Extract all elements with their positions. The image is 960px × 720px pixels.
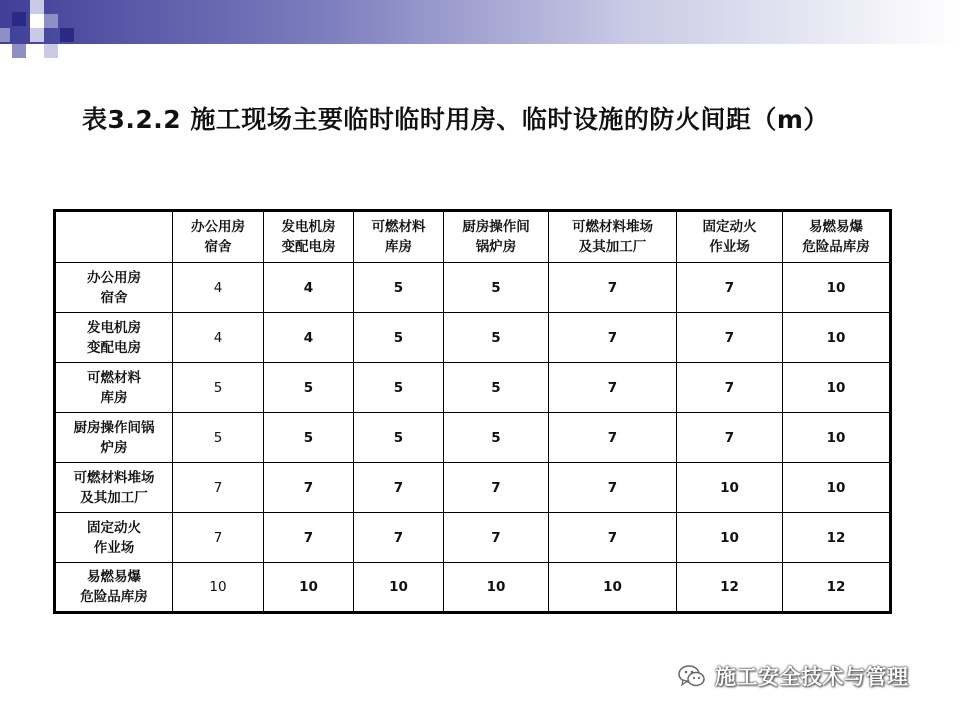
decor-square-white — [30, 14, 44, 28]
table-cell: 10 — [783, 313, 891, 363]
table-cell: 5 — [173, 363, 264, 413]
column-header — [444, 211, 549, 263]
table-cell: 7 — [549, 413, 677, 463]
table-cell: 12 — [783, 513, 891, 563]
table-cell: 10 — [783, 463, 891, 513]
table-cell: 7 — [444, 513, 549, 563]
table-cell: 10 — [264, 563, 354, 613]
table-row — [55, 463, 891, 513]
row-header — [55, 263, 173, 313]
table-cell: 10 — [783, 413, 891, 463]
row-header-label: 办公用房 宿舍 — [87, 269, 141, 306]
table-cell: 10 — [549, 563, 677, 613]
column-header-label: 易燃易爆 危险品库房 — [802, 219, 870, 255]
column-header-label: 固定动火 作业场 — [702, 219, 757, 255]
row-header — [55, 363, 173, 413]
column-header — [549, 211, 677, 263]
column-header-label: 办公用房 宿舍 — [191, 219, 245, 255]
table-cell: 5 — [264, 413, 354, 463]
column-header-label: 发电机房 变配电房 — [281, 219, 336, 255]
decor-square-mid — [0, 28, 10, 42]
page-title: 表3.2.2 施工现场主要临时临时用房、临时设施的防火间距（m） — [82, 105, 829, 134]
table-cell: 7 — [549, 263, 677, 313]
row-header-label: 固定动火 作业场 — [87, 519, 141, 556]
header-band-gap — [0, 44, 960, 58]
table-cell: 7 — [677, 263, 783, 313]
decor-square-light — [30, 0, 44, 14]
table-cell: 5 — [444, 263, 549, 313]
table-cell: 5 — [354, 263, 444, 313]
table-cell: 5 — [444, 413, 549, 463]
table-cell: 7 — [549, 363, 677, 413]
table-cell: 5 — [444, 363, 549, 413]
table-body — [55, 263, 891, 613]
row-header-label: 可燃材料 库房 — [87, 369, 141, 406]
table-row — [55, 513, 891, 563]
decor-square-mid — [12, 44, 26, 58]
table-cell: 7 — [677, 313, 783, 363]
row-header-label: 可燃材料堆场 及其加工厂 — [73, 469, 155, 506]
row-header-label: 发电机房 变配电房 — [87, 319, 141, 356]
column-header — [264, 211, 354, 263]
table-cell: 7 — [444, 463, 549, 513]
column-header — [354, 211, 444, 263]
row-header — [55, 313, 173, 363]
table-cell: 12 — [783, 563, 891, 613]
column-header — [677, 211, 783, 263]
decor-square-light — [30, 28, 44, 42]
decor-square-dark — [60, 28, 74, 42]
row-header-label: 易燃易爆 危险品库房 — [80, 569, 148, 605]
table-row — [55, 563, 891, 613]
table-cell: 7 — [173, 513, 264, 563]
table-cell: 5 — [354, 363, 444, 413]
row-header — [55, 513, 173, 563]
table-header-row — [55, 211, 891, 263]
table-row — [55, 363, 891, 413]
table-row — [55, 313, 891, 363]
table-row — [55, 413, 891, 463]
table-cell: 10 — [444, 563, 549, 613]
header-decoration-band — [0, 0, 960, 58]
table-cell: 5 — [444, 313, 549, 363]
table-cell: 7 — [549, 463, 677, 513]
watermark — [677, 660, 909, 692]
table-cell: 7 — [264, 513, 354, 563]
wechat-icon — [677, 661, 707, 691]
table-row — [55, 263, 891, 313]
column-header-label: 可燃材料堆场 及其加工厂 — [572, 219, 653, 255]
decor-square-dark — [12, 12, 26, 26]
table-cell: 7 — [677, 363, 783, 413]
table-cell: 12 — [677, 563, 783, 613]
table-cell: 10 — [173, 563, 264, 613]
decor-square-mid — [44, 14, 58, 28]
table-cell: 7 — [677, 413, 783, 463]
table-cell: 7 — [264, 463, 354, 513]
row-header — [55, 413, 173, 463]
watermark-text: 施工安全技术与管理 — [715, 665, 909, 689]
row-header — [55, 463, 173, 513]
table-cell: 5 — [264, 363, 354, 413]
table-cell: 5 — [354, 413, 444, 463]
table-cell: 5 — [173, 413, 264, 463]
table-cell: 7 — [354, 463, 444, 513]
table-cell: 10 — [783, 263, 891, 313]
table-cell: 10 — [677, 513, 783, 563]
table-corner-cell — [55, 211, 173, 263]
row-header — [55, 563, 173, 613]
column-header-label: 可燃材料 库房 — [371, 219, 426, 255]
table-cell: 7 — [173, 463, 264, 513]
table-cell: 10 — [354, 563, 444, 613]
table-cell: 5 — [354, 313, 444, 363]
table-cell: 4 — [264, 313, 354, 363]
row-header-label: 厨房操作间锅 炉房 — [73, 419, 155, 456]
table-cell: 7 — [549, 313, 677, 363]
table-cell: 4 — [264, 263, 354, 313]
column-header — [783, 211, 891, 263]
column-header-label: 厨房操作间 锅炉房 — [462, 219, 530, 255]
table-cell: 4 — [173, 313, 264, 363]
table-cell: 7 — [354, 513, 444, 563]
table-cell: 4 — [173, 263, 264, 313]
table-cell: 10 — [783, 363, 891, 413]
decor-square-light — [44, 44, 58, 58]
fire-distance-table — [53, 209, 892, 614]
table-cell: 10 — [677, 463, 783, 513]
table-cell: 7 — [549, 513, 677, 563]
column-header — [173, 211, 264, 263]
